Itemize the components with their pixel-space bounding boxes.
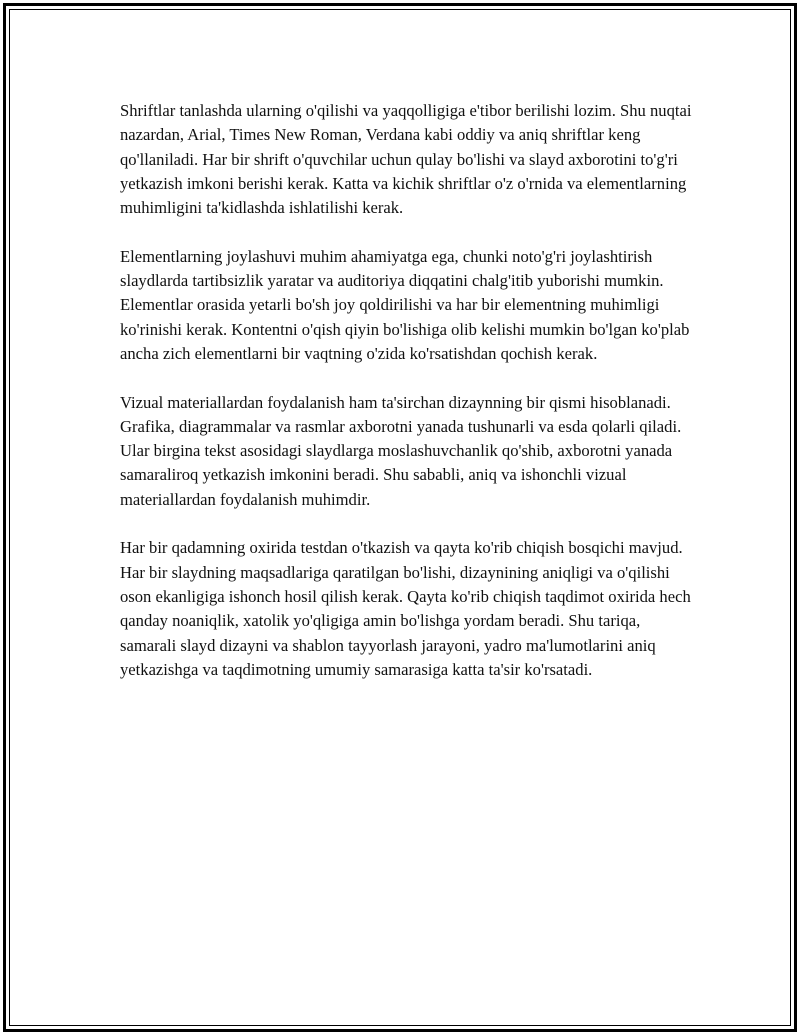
paragraph-layout: Elementlarning joylashuvi muhim ahamiyatga ega, chunki noto'g'ri joylashtirish slaydlarda tartibsizlik yaratar va auditoriya diqqatini chalg'itib yuborishi mumkin. Elementlar orasida yetarli bo'sh joy qoldirilishi va har bir elementning muhimligi ko'rinishi kerak. Kontentni o'qish qiyin bo'lishiga olib kelishi mumkin bo'lgan ko'plab ancha zich elementlarni bir vaqtning o'zida ko'rsatishdan qochish kerak.: [120, 246, 690, 363]
paragraph-review: Har bir qadamning oxirida testdan o'tkazish va qayta ko'rib chiqish bosqichi mavjud. Har bir slaydning maqsadlariga qaratilgan bo'lishi, dizaynining aniqligi va o'qilishi oson ekanligiga ishonch hosil qilish kerak. Qayta ko'rib chiqish taqdimot oxirida hech qanday noaniqlik, xatolik yo'qligiga amin bo'lishga yordam beradi. Shu tariqa, samarali slayd dizayni va shablon tayyorlash jarayoni, yadro ma'lumotlarini aniq yetkazishga va taqdimotning umumiy samarasiga katta ta'sir ko'rsatadi.: [120, 538, 691, 679]
document-body: [120, 99, 700, 706]
paragraph-visual-materials: Vizual materiallardan foydalanish ham ta'sirchan dizaynning bir qismi hisoblanadi. Grafika, diagrammalar va rasmlar axborotni yanada tushunarli va esda qolarli qiladi. Ular birgina tekst asosidagi slaydlarga moslashuvchanlik qo'shib, axborotni yanada samaraliroq yetkazish imkonini beradi. Shu sababli, aniq va ishonchli vizual materiallardan foydalanish muhimdir.: [120, 392, 682, 509]
paragraph-fonts: Shriftlar tanlashda ularning o'qilishi va yaqqolligiga e'tibor berilishi lozim. Shu nuqtai nazardan, Arial, Times New Roman, Verdana kabi oddiy va aniq shriftlar keng qo'llaniladi. Har bir shrift o'quvchilar uchun qulay bo'lishi va slayd axborotini to'g'ri yetkazish imkoni berishi kerak. Katta va kichik shriftlar o'z o'rnida va elementlarning muhimligini ta'kidlashda ishlatilishi kerak.: [120, 101, 692, 218]
page-border: [3, 3, 797, 1032]
